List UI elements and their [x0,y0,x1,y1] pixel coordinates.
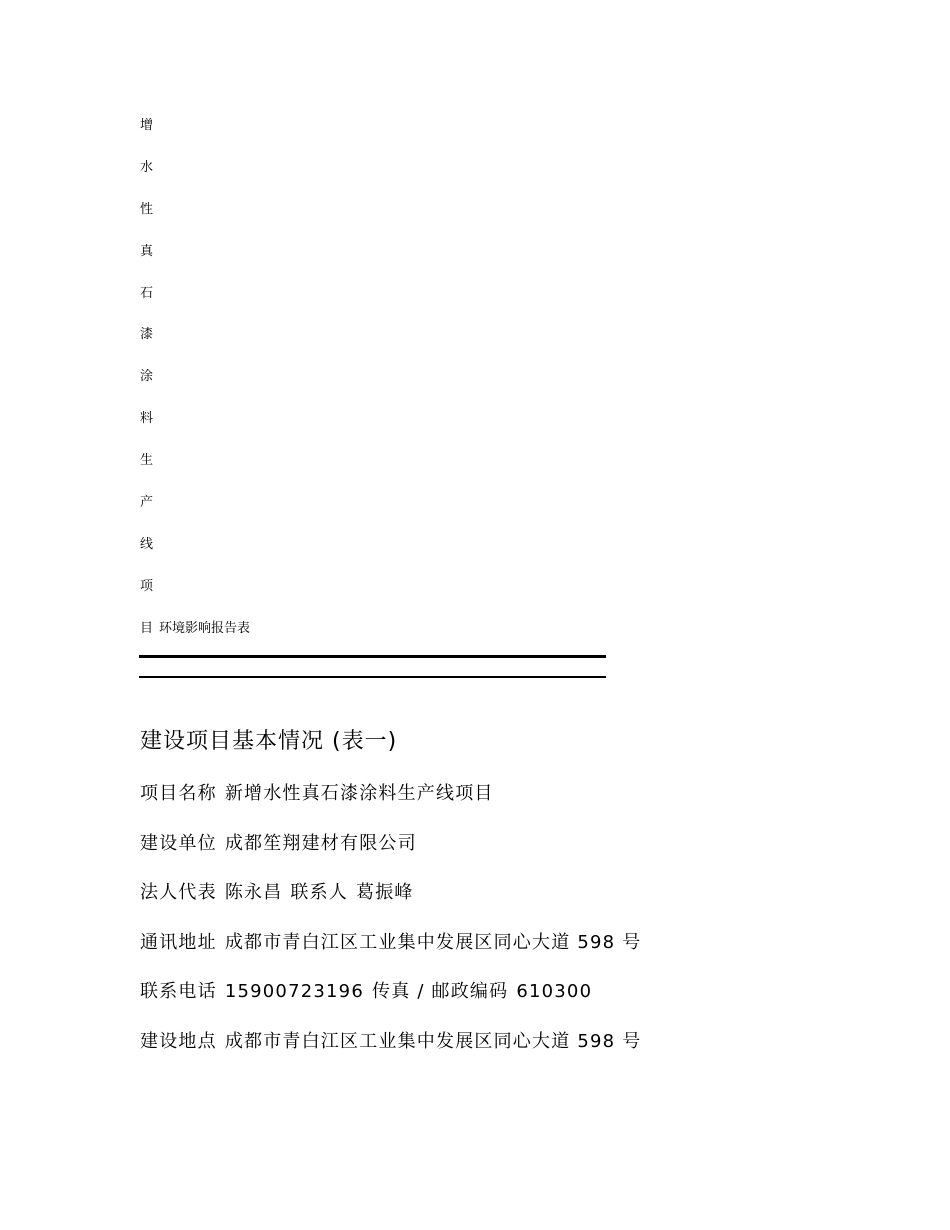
title-char: 项 [140,578,154,594]
title-char: 水 [140,159,154,175]
info-row-unit [140,830,840,880]
info-label: 联系人 [290,882,349,904]
title-char: 线 [140,536,154,552]
title-char: 涂 [140,369,154,385]
info-row-site [140,1028,840,1078]
title-last-line [140,619,600,639]
title-char: 增 [140,118,154,133]
divider-thin [139,676,606,678]
info-value: 陈永昌 [224,882,283,904]
info-value: 610300 [516,981,593,1003]
divider-thick [139,655,606,658]
title-char: 生 [140,453,154,469]
report-subtitle: 环境影响报告表 [159,620,251,636]
info-label: 通讯地址 [140,931,217,953]
title-char: 真 [140,243,154,259]
info-label: 建设单位 [140,832,217,854]
info-row-project-name [140,780,840,830]
info-value: 成都市青白江区工业集中发展区同心大道 598 号 [224,1030,642,1052]
info-label: 建设地点 [140,1030,217,1052]
cover-title-vertical [140,116,600,639]
info-row-address [140,929,840,979]
info-row-legal-rep [140,879,840,929]
info-label: 传真 / 邮政编码 [372,981,509,1003]
project-info [140,780,840,1078]
info-label: 法人代表 [140,882,217,904]
title-char: 漆 [140,327,154,343]
title-char: 性 [140,201,154,217]
info-value: 成都市青白江区工业集中发展区同心大道 598 号 [224,931,642,953]
title-char: 料 [140,411,154,427]
info-label: 联系电话 [140,981,217,1003]
section-title: 建设项目基本情况 (表一) [140,729,398,754]
info-value: 新增水性真石漆涂料生产线项目 [224,783,494,804]
info-value: 葛振峰 [356,882,414,904]
title-char: 产 [140,495,154,511]
title-char: 石 [140,285,154,301]
info-label: 项目名称 [140,783,217,804]
info-value: 成都笙翔建材有限公司 [224,832,417,854]
title-char: 目 [140,620,154,636]
info-row-phone [140,978,840,1028]
info-value: 15900723196 [224,981,364,1003]
